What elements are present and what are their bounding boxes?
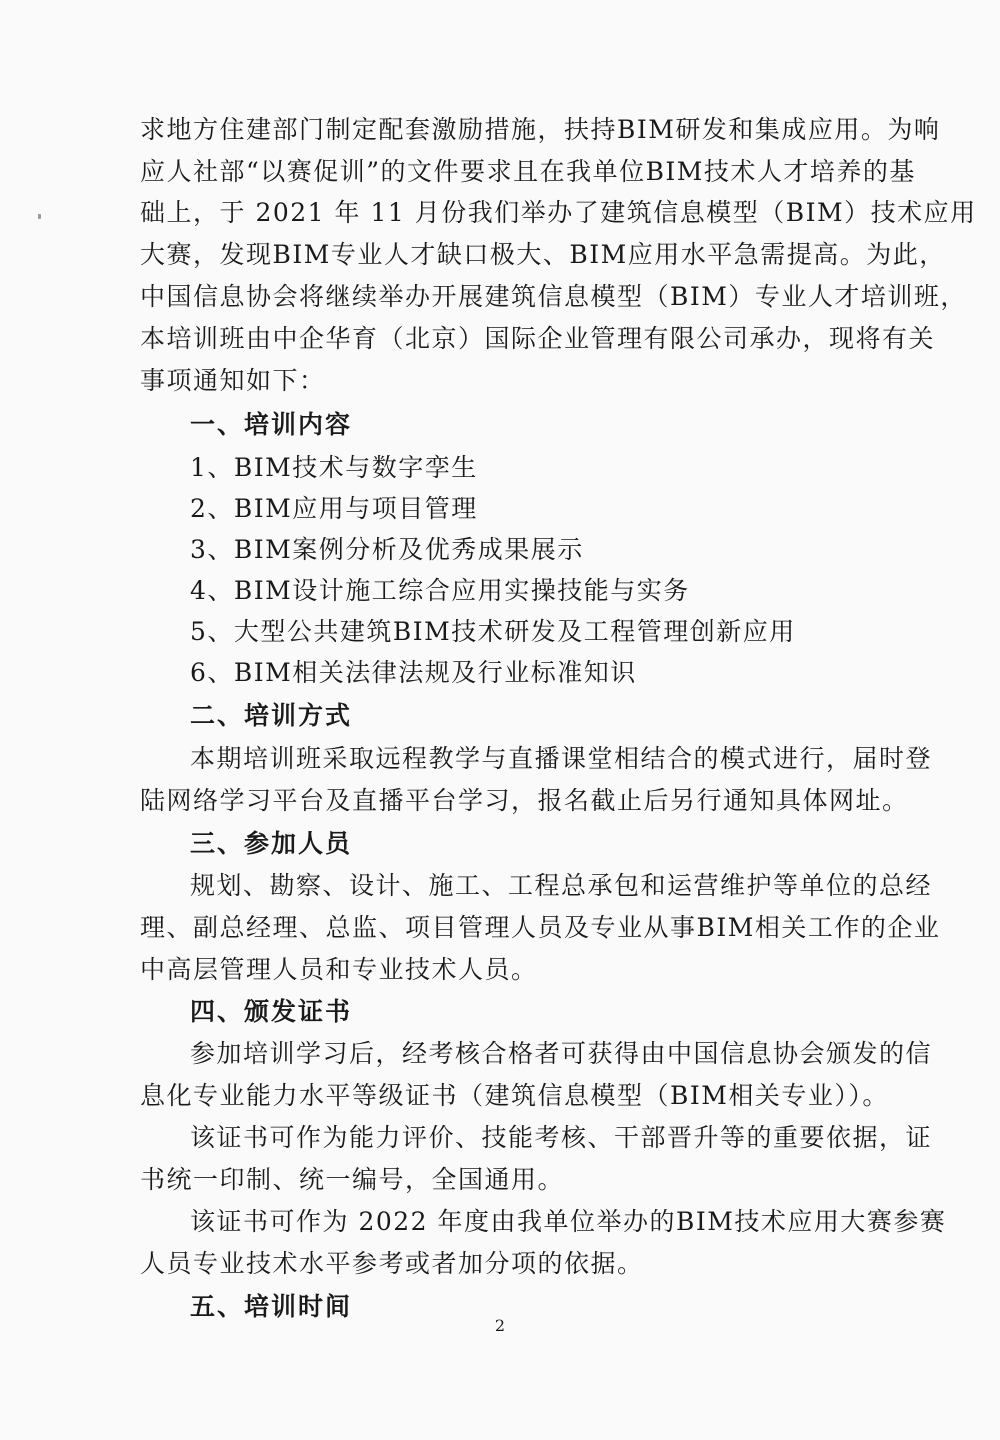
section-heading: 二、培训方式 — [190, 701, 353, 730]
training-content-item: 2、BIM应用与项目管理 — [190, 494, 478, 523]
paragraph-line: 本期培训班采取远程教学与直播课堂相结合的模式进行，届时登 — [190, 744, 933, 773]
section-heading: 五、培训时间 — [190, 1292, 353, 1321]
section-heading: 三、参加人员 — [190, 829, 353, 858]
intro-line: 求地方住建部门制定配套激励措施，扶持BIM研发和集成应用。为响 — [140, 115, 941, 144]
paragraph-line: 书统一印制、统一编号，全国通用。 — [140, 1165, 565, 1194]
paragraph-line: 中高层管理人员和专业技术人员。 — [140, 955, 538, 984]
intro-line: 大赛，发现BIM专业人才缺口极大、BIM应用水平急需提高。为此， — [140, 240, 946, 269]
intro-line: 应人社部“以赛促训”的文件要求且在我单位BIM技术人才培养的基 — [140, 157, 916, 186]
training-content-item: 5、大型公共建筑BIM技术研发及工程管理创新应用 — [190, 617, 796, 646]
paragraph-line: 参加培训学习后，经考核合格者可获得由中国信息协会颁发的信 — [190, 1039, 933, 1068]
paragraph-line: 人员专业技术水平参考或者加分项的依据。 — [140, 1249, 644, 1278]
paragraph-line: 陆网络学习平台及直播平台学习，报名截止后另行通知具体网址。 — [140, 786, 909, 815]
training-content-item: 4、BIM设计施工综合应用实操技能与实务 — [190, 576, 690, 605]
training-content-item: 6、BIM相关法律法规及行业标准知识 — [190, 658, 637, 687]
intro-line: 中国信息协会将继续举办开展建筑信息模型（BIM）专业人才培训班， — [140, 282, 967, 311]
paragraph-line: 息化专业能力水平等级证书（建筑信息模型（BIM相关专业））。 — [140, 1081, 889, 1110]
training-content-item: 1、BIM技术与数字孪生 — [190, 453, 478, 482]
intro-line: 事项通知如下： — [140, 366, 326, 395]
section-heading: 四、颁发证书 — [190, 997, 353, 1026]
training-content-item: 3、BIM案例分析及优秀成果展示 — [190, 535, 584, 564]
paragraph-line: 理、副总经理、总监、项目管理人员及专业从事BIM相关工作的企业 — [140, 913, 941, 942]
scan-speck — [38, 214, 41, 219]
intro-line: 础上，于 2021 年 11 月份我们举办了建筑信息模型（BIM）技术应用 — [140, 198, 977, 227]
paragraph-line: 规划、勘察、设计、施工、工程总承包和运营维护等单位的总经 — [190, 871, 933, 900]
intro-line: 本培训班由中企华育（北京）国际企业管理有限公司承办，现将有关 — [140, 324, 936, 353]
section-heading: 一、培训内容 — [190, 410, 353, 439]
paragraph-line: 该证书可作为 2022 年度由我单位举办的BIM技术应用大赛参赛 — [190, 1207, 947, 1236]
paragraph-line: 该证书可作为能力评价、技能考核、干部晋升等的重要依据，证 — [190, 1123, 933, 1152]
page-number: 2 — [494, 1316, 506, 1335]
